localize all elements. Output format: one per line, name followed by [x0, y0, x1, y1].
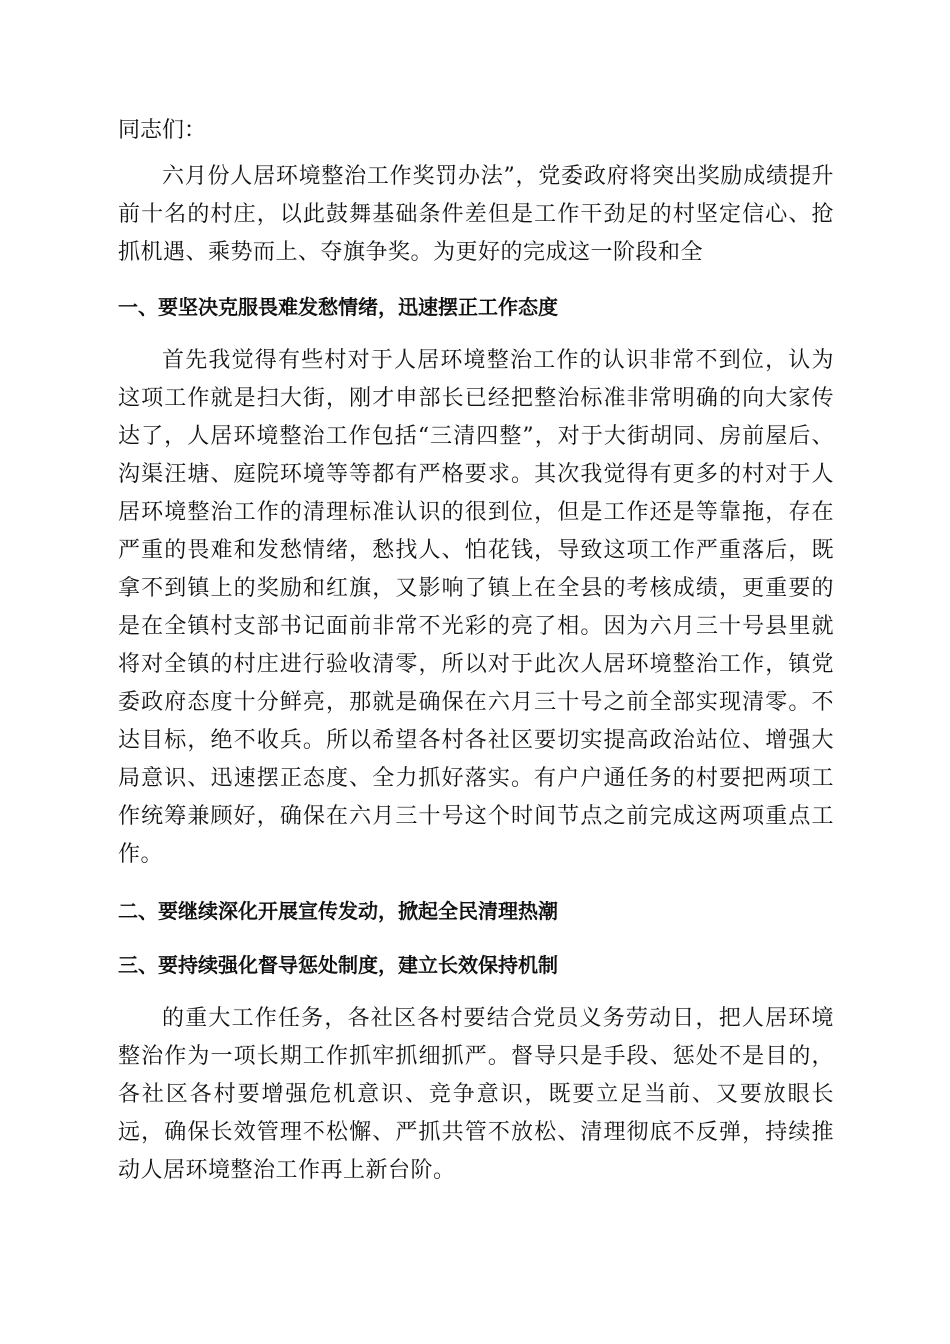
section-1-paragraph: 首先我觉得有些村对于人居环境整治工作的认识非常不到位，认为这项工作就是扫大街，刚才申部长已经把整治标准非常明确的向大家传达了，人居环境整治工作包括“三清四整”，对于大街胡同、房前屋后、沟渠汪塘、庭院环境等等都有严格要求。其次我觉得有更多的村对于人居环境整治工作的清理标准认识的很到位，但是工作还是等靠拖，存在严重的畏难和发愁情绪，愁找人、怕花钱，导致这项工作严重落后，既拿不到镇上的奖励和红旗，又影响了镇上在全县的考核成绩，更重要的是在全镇村支部书记面前非常不光彩的亮了相。因为六月三十号县里就将对全镇的村庄进行验收清零，所以对于此次人居环境整治工作，镇党委政府态度十分鲜亮，那就是确保在六月三十号之前全部实现清零。不达目标，绝不收兵。所以希望各村各社区要切实提高政治站位、增强大局意识、迅速摆正态度、全力抓好落实。有户户通任务的村要把两项工作统筹兼顾好，确保在六月三十号这个时间节点之前完成这两项重点工作。: [118, 348, 834, 867]
document-page: [118, 112, 834, 1190]
section-1-heading: 一、要坚决克服畏难发愁情绪，迅速摆正工作态度: [118, 295, 558, 319]
greeting: 同志们：: [118, 118, 207, 143]
section-2-heading: 二、要继续深化开展宣传发动，掀起全民清理热潮: [118, 899, 558, 923]
section-3-heading: 三、要持续强化督导惩处制度，建立长效保持机制: [118, 953, 558, 977]
intro-paragraph: 六月份人居环境整治工作奖罚办法”，党委政府将突出奖励成绩提升前十名的村庄，以此鼓舞基础条件差但是工作干劲足的村坚定信心、抢抓机遇、乘势而上、夺旗争奖。为更好的完成这一阶段和全: [118, 164, 834, 265]
section-3-paragraph: 的重大工作任务，各社区各村要结合党员义务劳动日，把人居环境整治作为一项长期工作抓牢抓细抓严。督导只是手段、惩处不是目的，各社区各村要增强危机意识、竞争意识，既要立足当前、又要放眼长远，确保长效管理不松懈、严抓共管不放松、清理彻底不反弹，持续推动人居环境整治工作再上新台阶。: [118, 1006, 834, 1183]
